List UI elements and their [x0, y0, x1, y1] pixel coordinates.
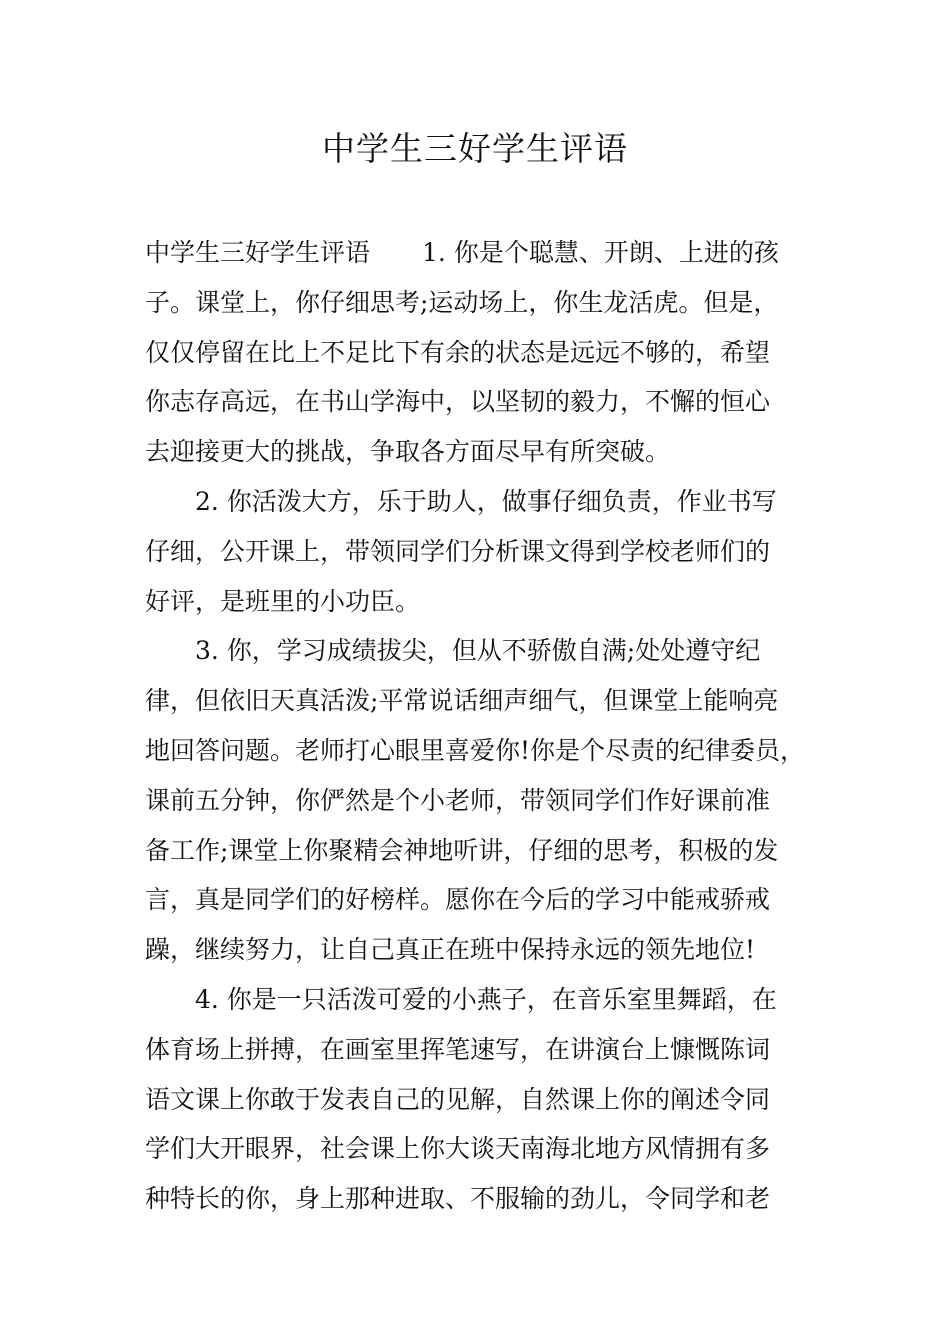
text-line	[145, 527, 835, 577]
line-text: 语文课上你敢于发表自己的见解，自然课上你的阐述令同	[145, 1084, 771, 1114]
line-text: 3. 你，学习成绩拔尖，但从不骄傲自满;处处遵守纪	[195, 636, 761, 666]
text-line	[145, 228, 835, 278]
text-line	[145, 427, 835, 477]
line-text: 1. 你是个聪慧、开朗、上进的孩	[422, 238, 779, 267]
line-text: 4. 你是一只活泼可爱的小燕子，在音乐室里舞蹈，在	[195, 984, 777, 1014]
line-text: 言，真是同学们的好榜样。愿你在今后的学习中能戒骄戒	[145, 885, 771, 915]
line-text: 仔细，公开课上，带领同学们分析课文得到学校老师们的	[145, 536, 771, 566]
text-line	[145, 1124, 835, 1174]
document-title: 中学生三好学生评语	[322, 129, 628, 168]
line-text: 好评，是班里的小功臣。	[145, 586, 421, 616]
text-line	[145, 278, 835, 328]
line-text: 课前五分钟，你俨然是个小老师，带领同学们作好课前准	[145, 785, 771, 815]
line-text: 躁，继续努力，让自己真正在班中保持永远的领先地位!	[145, 935, 756, 965]
text-line	[145, 477, 835, 527]
text-line	[145, 925, 835, 975]
text-line	[145, 826, 835, 876]
document-body	[145, 228, 835, 1224]
text-line	[145, 1025, 835, 1075]
inline-heading: 中学生三好学生评语	[145, 238, 371, 267]
line-text: 备工作;课堂上你聚精会神地听讲，仔细的思考，积极的发	[145, 835, 779, 865]
line-text: 去迎接更大的挑战，争取各方面尽早有所突破。	[145, 437, 671, 467]
line-text: 2. 你活泼大方，乐于助人，做事仔细负责，作业书写	[195, 486, 777, 516]
text-line	[145, 577, 835, 627]
text-line	[145, 676, 835, 726]
text-line	[145, 328, 835, 378]
text-line	[145, 776, 835, 826]
line-text: 地回答问题。老师打心眼里喜爱你!你是个尽责的纪律委员，	[145, 735, 806, 765]
text-line	[145, 726, 835, 776]
text-line	[145, 1075, 835, 1125]
line-text: 律，但依旧天真活泼;平常说话细声细气，但课堂上能响亮	[145, 686, 779, 716]
text-line	[145, 626, 835, 676]
text-line	[145, 377, 835, 427]
line-text: 体育场上拼搏，在画室里挥笔速写，在讲演台上慷慨陈词	[145, 1034, 771, 1064]
line-text: 仅仅停留在比上不足比下有余的状态是远远不够的，希望	[145, 337, 771, 367]
text-line	[145, 875, 835, 925]
line-text: 种特长的你，身上那种进取、不服输的劲儿，令同学和老	[145, 1184, 771, 1214]
text-line	[145, 975, 835, 1025]
line-text: 你志存高远，在书山学海中，以坚韧的毅力，不懈的恒心	[145, 387, 771, 417]
line-text: 子。课堂上，你仔细思考;运动场上，你生龙活虎。但是，	[145, 287, 779, 317]
text-line	[145, 1174, 835, 1224]
line-text: 学们大开眼界，社会课上你大谈天南海北地方风情拥有多	[145, 1134, 771, 1164]
